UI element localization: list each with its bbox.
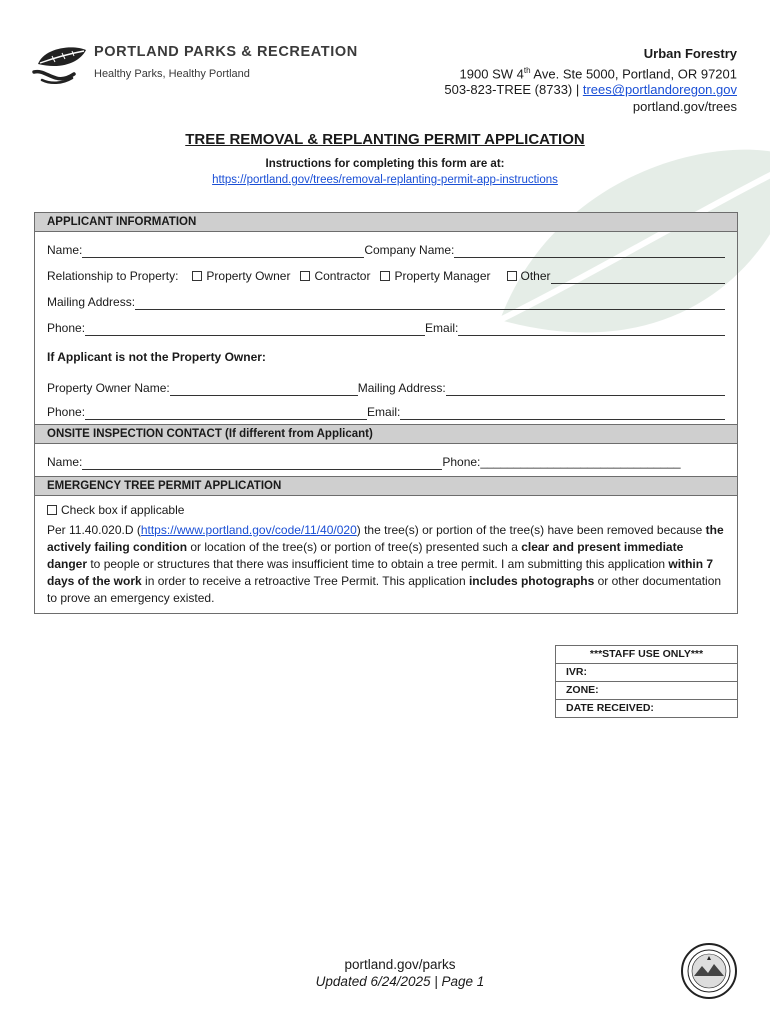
form-title: TREE REMOVAL & REPLANTING PERMIT APPLICATION: [185, 131, 585, 148]
relationship-label: Relationship to Property:: [47, 269, 179, 283]
owner-option[interactable]: [192, 269, 290, 284]
phone-field[interactable]: [85, 321, 425, 336]
email-label: Email:: [425, 321, 459, 335]
page-footer: [0, 956, 770, 990]
phone-line: [444, 82, 737, 99]
email-link[interactable]: trees@portlandoregon.gov: [582, 82, 737, 98]
inspection-phone-field[interactable]: ______________________________: [480, 455, 681, 469]
text-run: ) the tree(s) or portion of the tree(s) have been removed because: [356, 523, 706, 537]
website: portland.gov/trees: [632, 98, 737, 114]
footer-updated: Updated 6/24/2025 | Page 1: [315, 974, 485, 989]
office-address: [444, 63, 737, 83]
bold-run: the actively failing condition: [47, 523, 724, 554]
name-label: Name:: [47, 243, 83, 257]
application-form: [34, 212, 738, 614]
phone-label: Phone:: [47, 321, 86, 335]
bold-run: within 7 days of the work: [47, 557, 714, 588]
mailing-row: [35, 284, 737, 310]
address-part: 1900 SW 4: [459, 65, 524, 81]
department-name: Urban Forestry: [643, 46, 737, 61]
ppr-logo: [32, 40, 362, 90]
address-part: Ave. Ste 5000, Portland, OR 97201: [530, 65, 737, 81]
email-field[interactable]: [458, 321, 725, 336]
inspection-section-heading: ONSITE INSPECTION CONTACT (If different from Applicant): [35, 424, 737, 444]
phone-number: 503-823-TREE (8733) |: [444, 82, 583, 98]
phone-row: [35, 310, 737, 336]
emergency-checkbox-row[interactable]: [35, 496, 737, 518]
emergency-section-heading: EMERGENCY TREE PERMIT APPLICATION: [35, 476, 737, 496]
text-run: or location of the tree(s) or portion of tree(s) presented such a: [187, 540, 522, 554]
instructions-text: Instructions for completing this form are at:: [265, 158, 505, 170]
leaf-hands-icon: [32, 42, 90, 86]
owner-mailing-label: Mailing Address:: [357, 381, 446, 395]
staff-heading: ***STAFF USE ONLY***: [556, 646, 737, 664]
org-name: PORTLAND PARKS & RECREATION: [94, 44, 358, 60]
contractor-checkbox[interactable]: [300, 271, 310, 281]
ivr-field: IVR:: [556, 664, 737, 682]
inspection-row: [35, 444, 737, 470]
text-run: in order to receive a retroactive Tree Permit. This application: [141, 574, 469, 588]
manager-checkbox[interactable]: [380, 271, 390, 281]
contractor-option[interactable]: [300, 269, 370, 284]
owner-mailing-field[interactable]: [446, 381, 725, 396]
owner-option-label: Property Owner: [206, 269, 291, 283]
contact-block: [444, 46, 737, 115]
mailing-field[interactable]: [135, 295, 725, 310]
code-link[interactable]: https://www.portland.gov/code/11/40/020: [140, 523, 357, 537]
name-field[interactable]: [82, 243, 364, 258]
date-received-field: DATE RECEIVED:: [566, 702, 654, 714]
inspection-phone-label: Phone:: [442, 455, 481, 469]
owner-name-row: [35, 370, 737, 396]
emergency-paragraph: [35, 518, 737, 613]
text-run: to people or structures that there was insufficient time to obtain a tree permit. I am submitting this application: [87, 557, 669, 571]
emergency-checkbox-label: Check box if applicable: [61, 503, 185, 517]
address-superscript: th: [523, 65, 531, 75]
owner-email-field[interactable]: [400, 405, 725, 420]
inspection-name-label: Name:: [47, 455, 83, 469]
staff-use-box: [555, 645, 738, 718]
other-field[interactable]: [551, 269, 725, 284]
manager-option-label: Property Manager: [394, 269, 491, 283]
other-checkbox[interactable]: [507, 271, 517, 281]
tagline: Healthy Parks, Healthy Portland: [94, 68, 250, 80]
inspection-name-field[interactable]: [82, 455, 442, 470]
text-run: or other documentation to prove an emergency existed.: [47, 574, 722, 605]
other-option-label: Other: [520, 269, 551, 283]
company-field[interactable]: [454, 243, 725, 258]
city-seal-icon: [680, 942, 738, 1000]
owner-phone-label: Phone:: [47, 405, 86, 419]
bold-run: includes photographs: [468, 574, 595, 588]
company-label: Company Name:: [364, 243, 455, 257]
owner-email-label: Email:: [367, 405, 401, 419]
emergency-checkbox[interactable]: [47, 505, 57, 515]
manager-option[interactable]: [380, 269, 490, 284]
mailing-label: Mailing Address:: [47, 295, 136, 309]
other-option[interactable]: [507, 269, 551, 284]
owner-phone-field[interactable]: [85, 405, 367, 420]
owner-subheading: If Applicant is not the Property Owner:: [47, 350, 266, 364]
instructions-link[interactable]: https://portland.gov/trees/removal-replanting-permit-app-instructions: [212, 174, 558, 186]
owner-phone-row: [35, 396, 737, 420]
owner-name-field[interactable]: [170, 381, 358, 396]
contractor-option-label: Contractor: [314, 269, 371, 283]
relationship-row: [35, 258, 737, 284]
emergency-option[interactable]: [47, 503, 184, 518]
title-block: [0, 131, 770, 188]
bold-run: clear and present immediate danger: [47, 540, 684, 571]
zone-field: ZONE:: [556, 682, 737, 700]
owner-checkbox[interactable]: [192, 271, 202, 281]
text-run: Per 11.40.020.D (: [47, 523, 141, 537]
name-row: [35, 232, 737, 258]
footer-site: portland.gov/parks: [344, 957, 456, 972]
owner-name-label: Property Owner Name:: [47, 381, 170, 395]
applicant-section-heading: APPLICANT INFORMATION: [35, 213, 737, 232]
